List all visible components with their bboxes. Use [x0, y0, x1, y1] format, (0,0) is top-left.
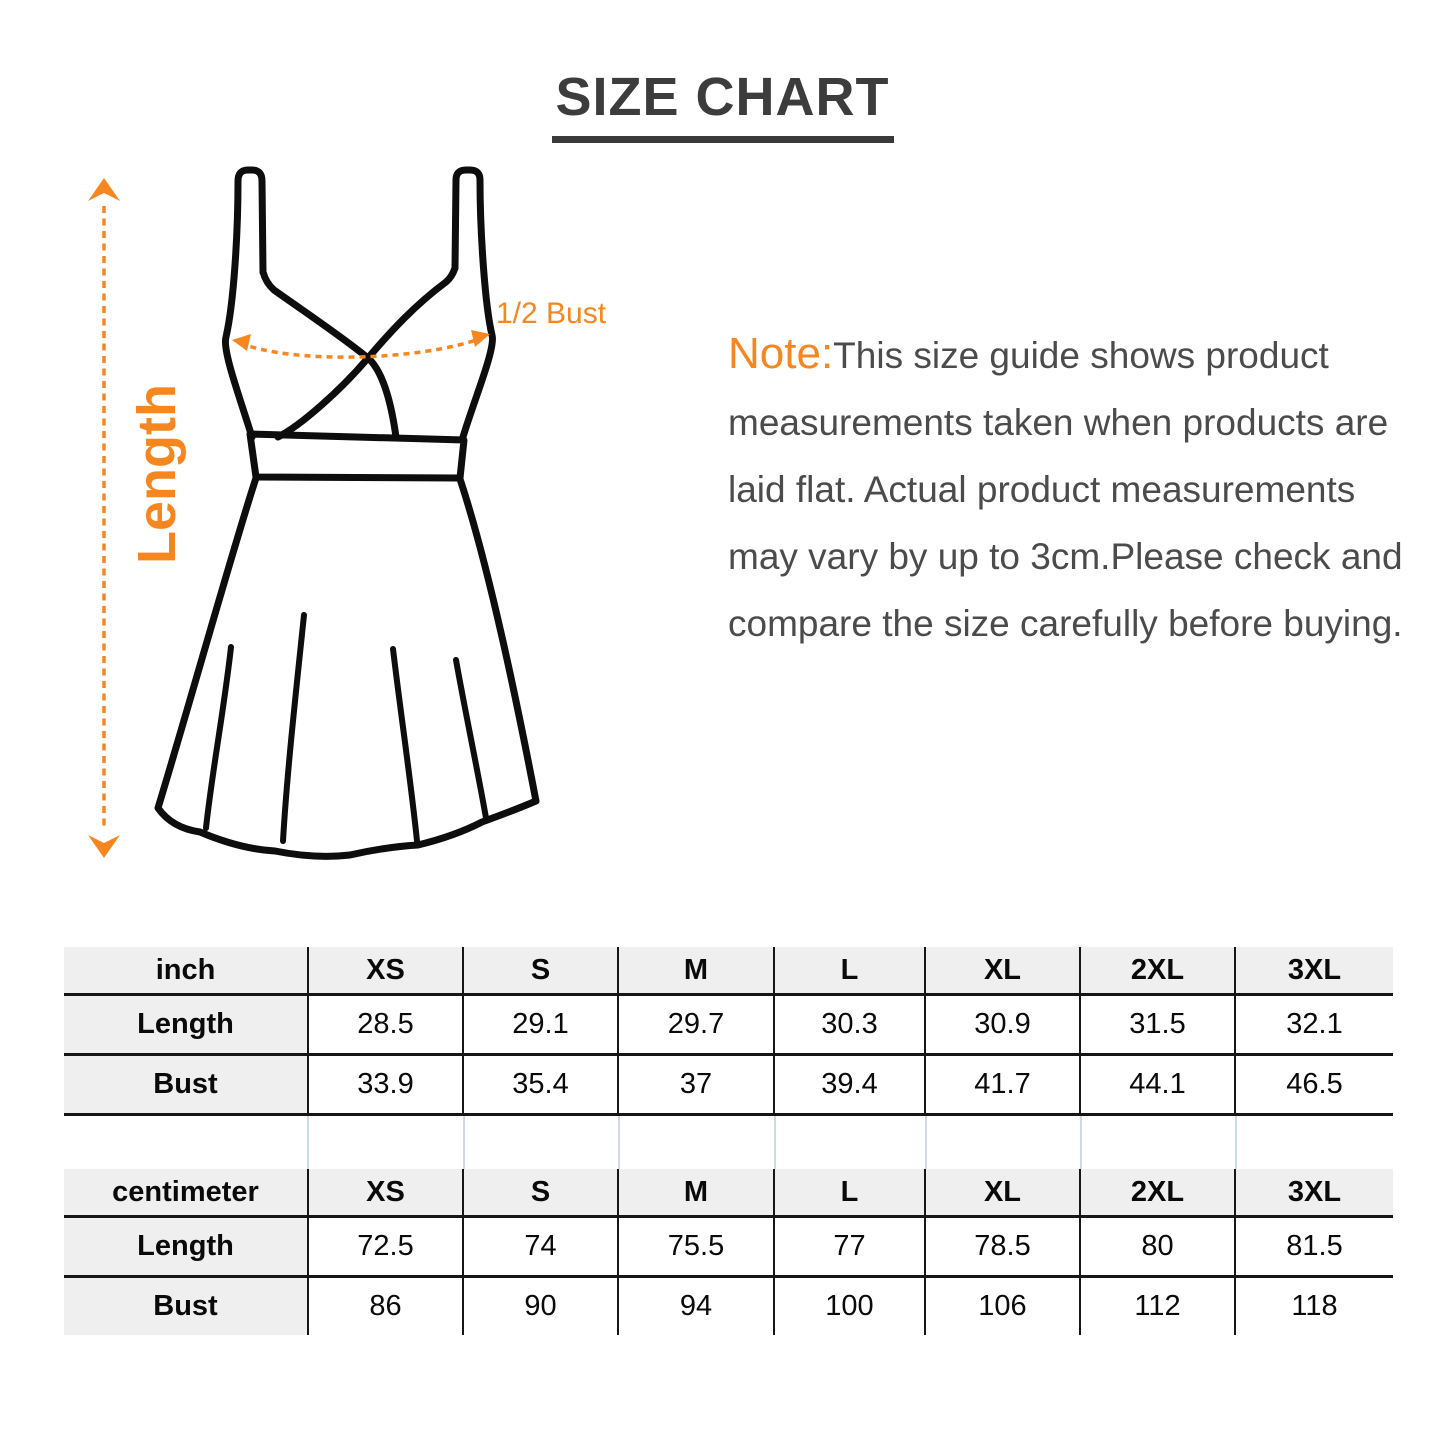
- note-block: [728, 320, 1428, 657]
- dress-waistband: [250, 434, 464, 478]
- value-cell: 81.5: [1235, 1217, 1393, 1277]
- skirt-fold-4: [456, 660, 486, 818]
- value-cell: 112: [1080, 1277, 1235, 1336]
- value-cell: 94: [618, 1277, 774, 1336]
- size-header-cell: L: [774, 1169, 925, 1217]
- size-header-cell: XL: [925, 947, 1080, 995]
- unit-header-cell: inch: [64, 947, 308, 995]
- table-row-bust: [64, 1277, 1393, 1336]
- size-header-cell: S: [463, 1169, 618, 1217]
- value-cell: 31.5: [1080, 995, 1235, 1055]
- size-header-cell: L: [774, 947, 925, 995]
- value-cell: 46.5: [1235, 1055, 1393, 1115]
- bust-label: 1/2 Bust: [496, 297, 607, 330]
- value-cell: 32.1: [1235, 995, 1393, 1055]
- table-row-bust: [64, 1055, 1393, 1115]
- table-gap-row: [64, 1116, 1393, 1169]
- note-line: measurements taken when products are: [728, 402, 1389, 443]
- value-cell: 44.1: [1080, 1055, 1235, 1115]
- dress-skirt: [158, 478, 536, 856]
- size-header-cell: S: [463, 947, 618, 995]
- size-header-cell: 2XL: [1080, 947, 1235, 995]
- value-cell: 28.5: [308, 995, 463, 1055]
- skirt-fold-2: [283, 615, 304, 841]
- row-label-cell: Bust: [64, 1277, 308, 1336]
- row-label-cell: Length: [64, 995, 308, 1055]
- size-header-cell: M: [618, 947, 774, 995]
- unit-header-cell: centimeter: [64, 1169, 308, 1217]
- bust-arrowhead-left: [232, 334, 251, 351]
- title-wrap: [0, 66, 1445, 143]
- value-cell: 39.4: [774, 1055, 925, 1115]
- value-cell: 75.5: [618, 1217, 774, 1277]
- value-cell: 41.7: [925, 1055, 1080, 1115]
- size-header-cell: 2XL: [1080, 1169, 1235, 1217]
- size-table-centimeter: [64, 1169, 1393, 1335]
- size-header-cell: M: [618, 1169, 774, 1217]
- skirt-fold-1: [206, 647, 231, 828]
- note-text: This size guide shows product: [833, 335, 1329, 376]
- size-header-cell: XS: [308, 947, 463, 995]
- value-cell: 29.7: [618, 995, 774, 1055]
- note-line: may vary by up to 3cm.Please check and: [728, 536, 1403, 577]
- value-cell: 80: [1080, 1217, 1235, 1277]
- dress-left-strap: [225, 170, 263, 437]
- length-label: Length: [127, 384, 187, 564]
- row-label-cell: Length: [64, 1217, 308, 1277]
- row-label-cell: Bust: [64, 1055, 308, 1115]
- value-cell: 29.1: [463, 995, 618, 1055]
- size-header-cell: XS: [308, 1169, 463, 1217]
- size-header-cell: 3XL: [1235, 1169, 1393, 1217]
- value-cell: 77: [774, 1217, 925, 1277]
- value-cell: 90: [463, 1277, 618, 1336]
- note-line: laid flat. Actual product measurements: [728, 469, 1356, 510]
- value-cell: 106: [925, 1277, 1080, 1336]
- value-cell: 100: [774, 1277, 925, 1336]
- size-tables: [64, 947, 1393, 1335]
- value-cell: 78.5: [925, 1217, 1080, 1277]
- value-cell: 74: [463, 1217, 618, 1277]
- value-cell: 72.5: [308, 1217, 463, 1277]
- note-label: Note:: [728, 329, 834, 378]
- bust-arrow: [232, 330, 490, 357]
- table-header-row: [64, 1169, 1393, 1217]
- skirt-fold-3: [393, 649, 417, 841]
- length-arrowhead-top: [88, 178, 120, 201]
- dress-right-strap: [455, 170, 492, 437]
- table-row-length: [64, 1217, 1393, 1277]
- value-cell: 118: [1235, 1277, 1393, 1336]
- value-cell: 30.9: [925, 995, 1080, 1055]
- dress-neckline-right: [278, 268, 455, 437]
- note-line: [728, 320, 1428, 389]
- size-table-inch: [64, 947, 1393, 1116]
- table-row-length: [64, 995, 1393, 1055]
- value-cell: 30.3: [774, 995, 925, 1055]
- table-header-row: [64, 947, 1393, 995]
- page-title: SIZE CHART: [552, 66, 894, 143]
- dress-neckline-left: [263, 272, 396, 437]
- value-cell: 35.4: [463, 1055, 618, 1115]
- length-arrowhead-bottom: [88, 835, 120, 858]
- size-header-cell: 3XL: [1235, 947, 1393, 995]
- size-header-cell: XL: [925, 1169, 1080, 1217]
- value-cell: 33.9: [308, 1055, 463, 1115]
- value-cell: 37: [618, 1055, 774, 1115]
- value-cell: 86: [308, 1277, 463, 1336]
- length-arrow: [88, 178, 120, 858]
- note-line: compare the size carefully before buying.: [728, 603, 1403, 644]
- bust-arrowhead-right: [471, 330, 490, 347]
